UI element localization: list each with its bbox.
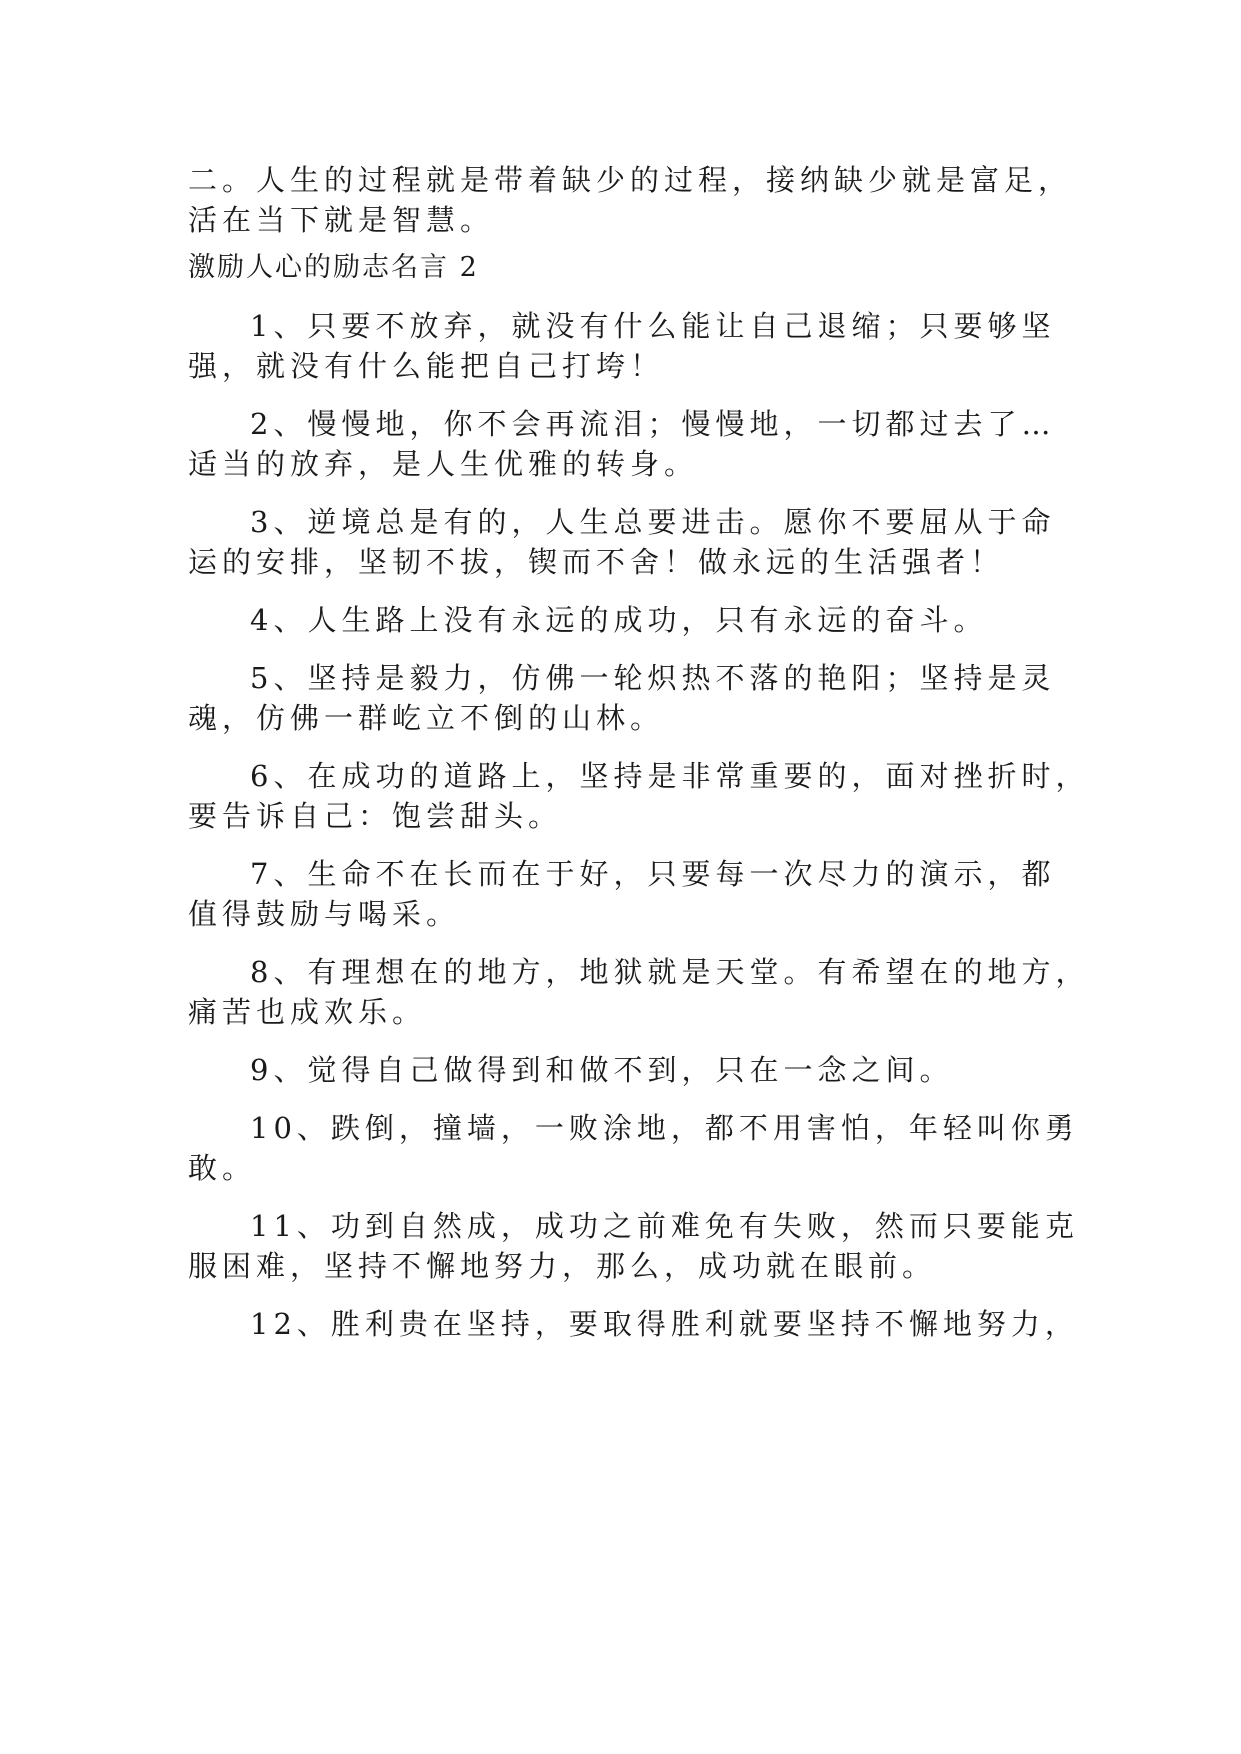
- quote-item-9: [188, 1050, 1058, 1090]
- quote-line: 12、胜利贵在坚持，要取得胜利就要坚持不懈地努力，: [250, 1307, 1079, 1341]
- quote-line: 要告诉自己：饱尝甜头。: [188, 799, 563, 833]
- quote-item-4: [188, 600, 1058, 640]
- quote-item-10: [188, 1108, 1079, 1188]
- quote-item-5: [188, 658, 1058, 738]
- quote-line: 服困难，坚持不懈地努力，那么，成功就在眼前。: [188, 1249, 937, 1283]
- quote-line: 8、有理想在的地方，地狱就是天堂。有希望在的地方，: [250, 955, 1090, 989]
- quote-line: 3、逆境总是有的，人生总要进击。愿你不要屈从于命: [250, 505, 1056, 539]
- quote-line: 7、生命不在长而在于好，只要每一次尽力的演示，都: [250, 857, 1056, 891]
- quote-line: 2、慢慢地，你不会再流泪；慢慢地，一切都过去了…: [250, 407, 1056, 441]
- intro-line-2: 活在当下就是智慧。: [188, 203, 495, 237]
- quote-item-2: [188, 404, 1058, 484]
- quote-line: 魂，仿佛一群屹立不倒的山林。: [188, 701, 665, 735]
- quote-item-11: [188, 1206, 1079, 1286]
- quote-line: 痛苦也成欢乐。: [188, 995, 427, 1029]
- intro-paragraph: [188, 160, 1073, 240]
- quote-line: 运的安排，坚韧不拔，锲而不舍！做永远的生活强者！: [188, 545, 1005, 579]
- section-heading: 激励人心的励志名言 2: [188, 252, 479, 283]
- quote-item-8: [188, 952, 1090, 1032]
- quote-line: 5、坚持是毅力，仿佛一轮炽热不落的艳阳；坚持是灵: [250, 661, 1056, 695]
- quote-line: 强，就没有什么能把自己打垮！: [188, 349, 665, 383]
- quote-line: 敢。: [188, 1151, 257, 1185]
- quote-line: 11、功到自然成，成功之前难免有失败，然而只要能克: [250, 1209, 1079, 1243]
- quote-item-12: [188, 1304, 1079, 1344]
- quote-line: 适当的放弃，是人生优雅的转身。: [188, 447, 699, 481]
- quote-line: 4、人生路上没有永远的成功，只有永远的奋斗。: [250, 603, 988, 637]
- quote-line: 6、在成功的道路上，坚持是非常重要的，面对挫折时，: [250, 759, 1090, 793]
- intro-line-1: 二。人生的过程就是带着缺少的过程，接纳缺少就是富足，: [188, 163, 1073, 197]
- quote-line: 1、只要不放弃，就没有什么能让自己退缩；只要够坚: [250, 309, 1056, 343]
- quote-item-3: [188, 502, 1058, 582]
- document-page: [188, 160, 1090, 1362]
- quote-line: 值得鼓励与喝采。: [188, 897, 461, 931]
- quote-item-7: [188, 854, 1058, 934]
- quote-item-6: [188, 756, 1090, 836]
- quote-item-1: [188, 306, 1058, 386]
- quote-line: 9、觉得自己做得到和做不到，只在一念之间。: [250, 1053, 954, 1087]
- quote-line: 10、跌倒，撞墙，一败涂地，都不用害怕，年轻叫你勇: [250, 1111, 1079, 1145]
